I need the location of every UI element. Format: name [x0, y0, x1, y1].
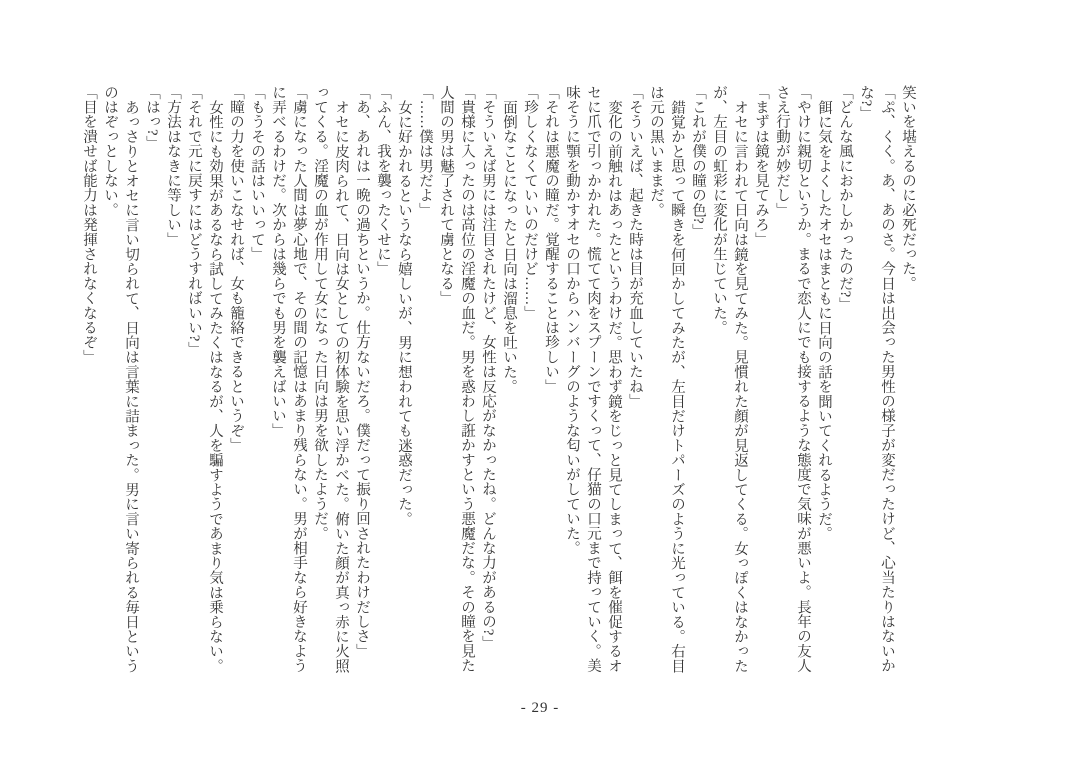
- text-line: に弄べるわけだ。次からは幾らでも男を襲えばいい」: [270, 85, 286, 438]
- text-line: 味そうに顎を動かすオセの口からハンバーグのような匂いがしていた。: [564, 85, 580, 556]
- text-line: 「そういえば、起きた時は目が充血していたね」: [627, 85, 643, 409]
- text-line: のはぞっとしない。: [102, 85, 118, 218]
- text-line: 餌に気をよくしたオセはまともに日向の話を聞いてくれるようだ。: [816, 99, 832, 541]
- text-line: 「ぷ、くく。あ、あのさ。今日は出会った男性の様子が変だったけど、心当たりはないか: [879, 85, 895, 673]
- page-text: [73, 85, 918, 713]
- text-line: 「……僕は男だよ」: [417, 85, 433, 218]
- text-line: 「方法はなきに等しい」: [165, 85, 181, 247]
- text-line: オセに言われて日向は鏡を見てみた。見慣れた顔が見返してくる。女っぽくはなかった: [732, 99, 748, 673]
- text-line: 「虜になった人間は夢心地で、その間の記憶はあまり残らない。男が相手なら好きなよう: [291, 85, 307, 673]
- text-line: 笑いを堪えるのに必死だった。: [900, 85, 916, 291]
- text-line: 「まずは鏡を見てみろ」: [753, 85, 769, 247]
- text-line: オセに皮肉られて、日向は女としての初体験を思い浮かべた。俯いた顔が真っ赤に火照: [333, 99, 349, 673]
- text-line: あっさりとオセに言い切られて、日向は言葉に詰まった。男に言い寄られる毎日という: [123, 99, 139, 673]
- text-line: 「珍しくなくていいのだけど……」: [522, 85, 538, 321]
- text-line: 面倒なことになったと日向は溜息を吐いた。: [501, 99, 517, 394]
- text-line: 「もうその話はいいって」: [249, 85, 265, 262]
- text-line: が、左目の虹彩に変化が生じていた。: [711, 85, 727, 335]
- text-line: 女に好かれるというなら嬉しいが、男に想われても迷惑だった。: [396, 99, 412, 526]
- page-number: - 29 -: [520, 700, 560, 716]
- text-line: ってくる。淫魔の血が作用して女になった日向は男を欲したようだ。: [312, 85, 328, 541]
- text-line: 人間の男は魅了されて虜となる」: [438, 85, 454, 306]
- text-line: な?」: [858, 85, 874, 122]
- text-line: セに爪で引っかかれた。慌てて肉をスプーンですくって、仔猫の口元まで持っていく。美: [585, 85, 601, 673]
- text-line: は元の黒いままだ。: [648, 85, 664, 218]
- text-line: 「やけに親切というか。まるで恋人にでも接するような態度で気味が悪いよ。長年の友人: [795, 85, 811, 673]
- text-line: 女性にも効果があるなら試してみたくはなるが、人を騙すようであまり気は乗らない。: [207, 99, 223, 673]
- text-line: 「そういえば男には注目されたけど、女性は反応がなかったね。どんな力があるの?」: [480, 85, 496, 651]
- text-line: 「はっ?」: [144, 85, 160, 151]
- text-line: 「あ、あれは一晩の過ちというか。仕方ないだろ。僕だって振り回されたわけだしさ」: [354, 85, 370, 659]
- text-line: 「これが僕の瞳の色?」: [690, 85, 706, 239]
- text-line: 錯覚かと思って瞬きを何回かしてみたが、左目だけトパーズのように光っている。右目: [669, 99, 685, 673]
- text-line: 「貴様に入ったのは高位の淫魔の血だ。男を惑わし誑かすという悪魔だな。その瞳を見た: [459, 85, 475, 673]
- text-line: 変化の前触れはあったというわけだ。思わず鏡をじっと見てしまって、餌を催促するオ: [606, 99, 622, 673]
- text-line: 「目を潰せば能力は発揮されなくなるぞ」: [81, 85, 97, 365]
- text-line: 「それは悪魔の瞳だ。覚醒することは珍しい」: [543, 85, 559, 394]
- text-line: 「それで元に戻すにはどうすればいい?」: [186, 85, 202, 357]
- text-line: 「ふん、我を襲ったくせに」: [375, 85, 391, 277]
- text-line: さえ行動が妙だし」: [774, 85, 790, 218]
- text-line: 「瞳の力を使いこなせれば、女も籠絡できるというぞ」: [228, 85, 244, 453]
- text-line: 「どんな風におかしかったのだ?」: [837, 85, 853, 313]
